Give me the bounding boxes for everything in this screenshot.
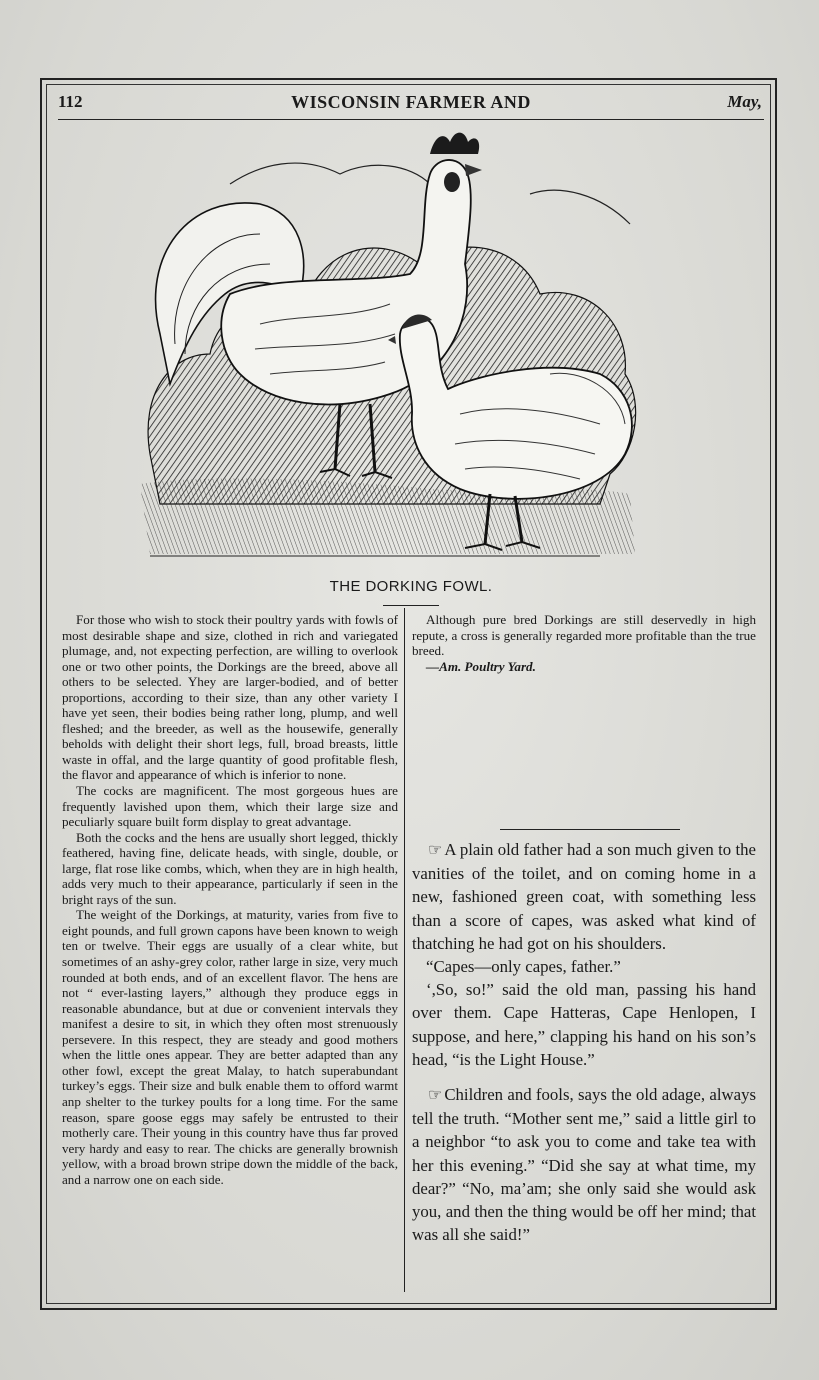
section-rule — [500, 829, 680, 830]
anecdote — [412, 838, 756, 1071]
article-paragraph: Although pure bred Dorkings are still deservedly in high repute, a cross is generally regarded more profitable than the true breed. — [412, 612, 756, 659]
article-caption: THE DORKING FOWL. — [329, 578, 493, 595]
article-attribution: —Am. Poultry Yard. — [426, 658, 536, 674]
article-paragraph: The weight of the Dorkings, at maturity, varies from five to eight pounds, and full grown capons have been known to weigh ten or twelve. Their eggs are usually of a clear white, but sometimes of an ashy-grey color, rather large in size, very much rounded at both ends, and of an excellent flavor. The hens are not “ ever-lasting layers,” although they produce eggs in reasonable abundance, but at due or convenient intervals they manifest a desire to sit, in which they often most strenuously persevere. In this respect, they are steady and good mothers when the little ones appear. They are better adapted than any other fowl, except the great Malay, to hatch superabundant turkey’s eggs. Their size and bulk enable them to offord warmt anp shelter to the turkey poults for a long time. For the same reason, spare goose eggs may safely be entrusted to their motherly care. Their young in this country have thus far proved very hardy and easy to rear. The chicks are generally brownish yellow, with a broad brown stripe down the middle of the back, and a narrow one on each side. — [62, 907, 398, 1187]
header-rule — [58, 119, 764, 120]
running-head: WISCONSIN FARMER AND — [291, 92, 531, 112]
anecdote — [412, 1083, 756, 1246]
issue-month: May, — [727, 92, 762, 111]
anecdote-text: A plain old father had a son much given to the vanities of the toilet, and on coming home in a new, fashioned green coat, with something less than a score of capes, was asked what kind of thatching he had got on his shoulders. — [412, 840, 756, 953]
page-header — [58, 92, 764, 118]
article-paragraph: The cocks are magnificent. The most gorgeous hues are frequently lavished upon them, which their large size and peculiarly square built form display to great advantage. — [62, 783, 398, 830]
anecdote-paragraph: “Capes—only capes, father.” — [426, 957, 621, 977]
anecdote-text: Children and fools, says the old adage, always tell the truth. “Mother sent me,” said a little girl to a neighbor “to ask you to come and take tea with her this evening.” “Did she say at what time, my dear?” “No, ma’am; she only said she would ask you, and then the thing would be off her mind; that was all she said!” — [412, 1085, 756, 1245]
article-paragraph: For those who wish to stock their poultry yards with fowls of most desirable shape and size, clothed in rich and variegated plumage, and, not expecting perfection, are willing to overlook one or two other points, the Dorkings are the breed, above all others to be selected. Yhey are larger-bodied, and of better proportions, according to their size, than any other variety I have yet seen, their bodies being rather long, plump, and well fleshed; and the breeder, as well as the housewife, generally beholds with delight their short legs, full, broad breasts, little waste in offal, and the large quantity of good profitable flesh, the flavor and appearance of which is inferior to none. — [62, 612, 398, 783]
anecdote-paragraph — [412, 1083, 756, 1246]
caption-rule — [383, 605, 439, 606]
column-divider — [404, 608, 405, 1292]
anecdote-paragraph — [412, 838, 756, 955]
pointing-hand-icon: ☞ — [428, 842, 443, 859]
article-paragraph: Both the cocks and the hens are usually short legged, thickly feathered, having fine, delicate heads, with single, double, or large, flat rose like combs, which, when they are in high health, adds very much to their appearance, particularly if seen in the bright rays of the sun. — [62, 829, 398, 907]
article-column-left — [62, 612, 398, 1187]
anecdote-paragraph: ‘,So, so!” said the old man, passing his hand over them. Cape Hatteras, Cape Henlopen, I suppose, and here,” clapping his hand on his son’s head, “is the Light House.” — [412, 980, 756, 1069]
pointing-hand-icon: ☞ — [428, 1087, 443, 1105]
dorking-fowl-engraving-icon — [130, 124, 650, 564]
article-column-right — [412, 612, 756, 674]
page-number: 112 — [58, 92, 83, 111]
anecdotes — [412, 838, 756, 1258]
